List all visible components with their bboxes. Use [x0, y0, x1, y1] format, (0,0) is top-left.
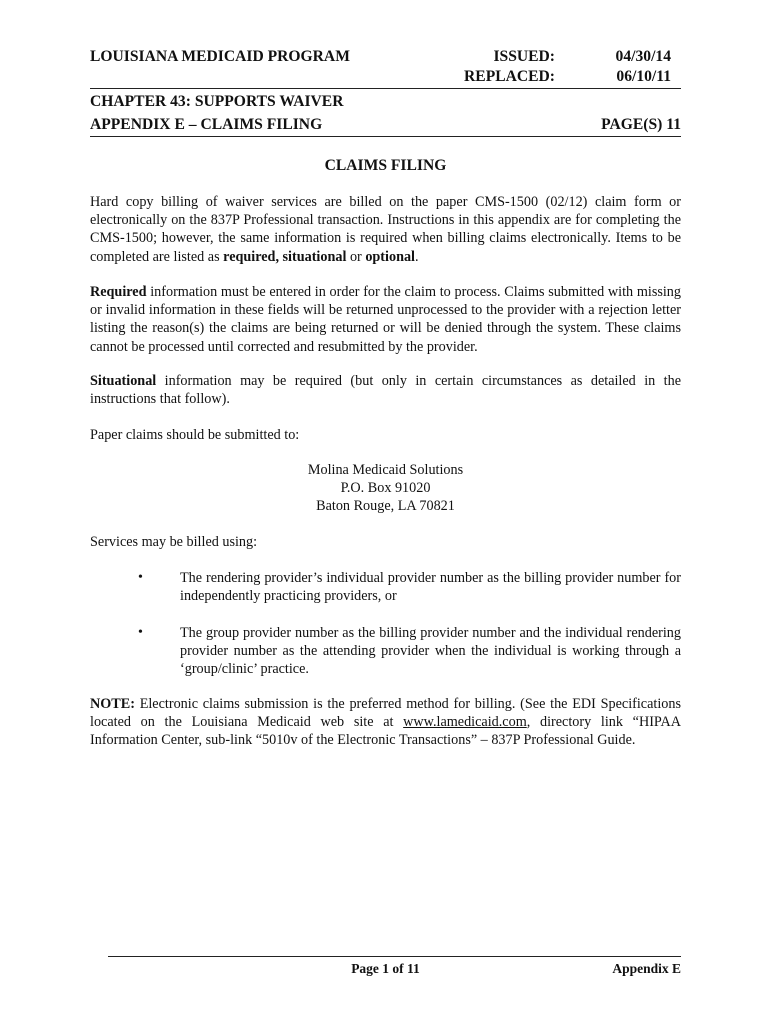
- bullet-icon: •: [138, 625, 143, 640]
- situational-term: Situational: [90, 373, 157, 389]
- issued-date: 04/30/14: [615, 48, 671, 65]
- list-item-text: The group provider number as the billing provider number and the individual rendering provider number as the attending provider when the individual is working through a ‘group/clinic’ practice.: [180, 625, 681, 678]
- header-rule-top: [90, 88, 681, 89]
- issued-label: ISSUED:: [493, 48, 555, 65]
- address-line-3: Baton Rouge, LA 70821: [316, 498, 455, 515]
- billing-methods-paragraph: Services may be billed using:: [90, 534, 258, 550]
- required-term: Required: [90, 284, 147, 300]
- situational-text: information may be required (but only in certain circumstances as detailed in the instructions that follow).: [90, 373, 681, 408]
- intro-bold-required: required, situational: [223, 248, 347, 265]
- required-text: information must be entered in order for the claim to process. Claims submitted with missing or invalid information in these fields will be returned unprocessed to the provider with a rejection letter listing the reason(s) the claims are being returned or will be denied through the system. These claims cannot be processed until corrected and resubmitted by the provider.: [90, 284, 681, 355]
- header-rule-bottom: [90, 136, 681, 137]
- section-heading: CLAIMS FILING: [324, 157, 447, 174]
- intro-mid: or: [346, 248, 366, 265]
- footer-rule: [108, 956, 681, 957]
- mailing-address: [90, 461, 681, 516]
- chapter-title: CHAPTER 43: SUPPORTS WAIVER: [90, 93, 344, 110]
- footer-appendix: Appendix E: [612, 961, 681, 976]
- note-paragraph: [90, 695, 681, 750]
- situational-paragraph: [90, 372, 681, 408]
- required-paragraph: [90, 283, 681, 356]
- address-line-1: Molina Medicaid Solutions: [307, 462, 464, 478]
- replaced-date: 06/10/11: [616, 68, 671, 85]
- page-count: PAGE(S) 11: [601, 116, 681, 133]
- lamedicaid-link[interactable]: www.lamedicaid.com: [403, 714, 527, 731]
- note-label: NOTE:: [90, 696, 135, 712]
- bullet-icon: •: [138, 570, 143, 585]
- appendix-title: APPENDIX E – CLAIMS FILING: [90, 116, 323, 133]
- submit-to-paragraph: Paper claims should be submitted to:: [90, 427, 300, 443]
- note-text: Electronic claims submission is the preferred method for billing. (See the EDI Specifications located on the Louisiana Medicaid web site at: [90, 696, 681, 731]
- intro-paragraph: [90, 193, 681, 266]
- program-title: LOUISIANA MEDICAID PROGRAM: [90, 48, 350, 65]
- document-page: [90, 0, 681, 1024]
- intro-end: .: [415, 248, 419, 265]
- note-text-end: , directory link “HIPAA Information Center, sub-link “5010v of the Electronic Transactions” – 837P Professional Guide.: [90, 714, 681, 749]
- replaced-label: REPLACED:: [464, 68, 555, 85]
- intro-text: Hard copy billing of waiver services are billed on the paper CMS-1500 (02/12) claim form or electronically on the 837P Professional transaction. Instructions in this appendix are for completing the CMS-1500; however, the same information is required when billing claims electronically. Items to be completed are listed as: [90, 194, 681, 265]
- address-line-2: P.O. Box 91020: [340, 480, 431, 497]
- page-number: Page 1 of 11: [351, 961, 420, 976]
- list-item-text: The rendering provider’s individual provider number as the billing provider number for independently practicing providers, or: [180, 570, 681, 605]
- intro-bold-optional: optional: [365, 248, 415, 265]
